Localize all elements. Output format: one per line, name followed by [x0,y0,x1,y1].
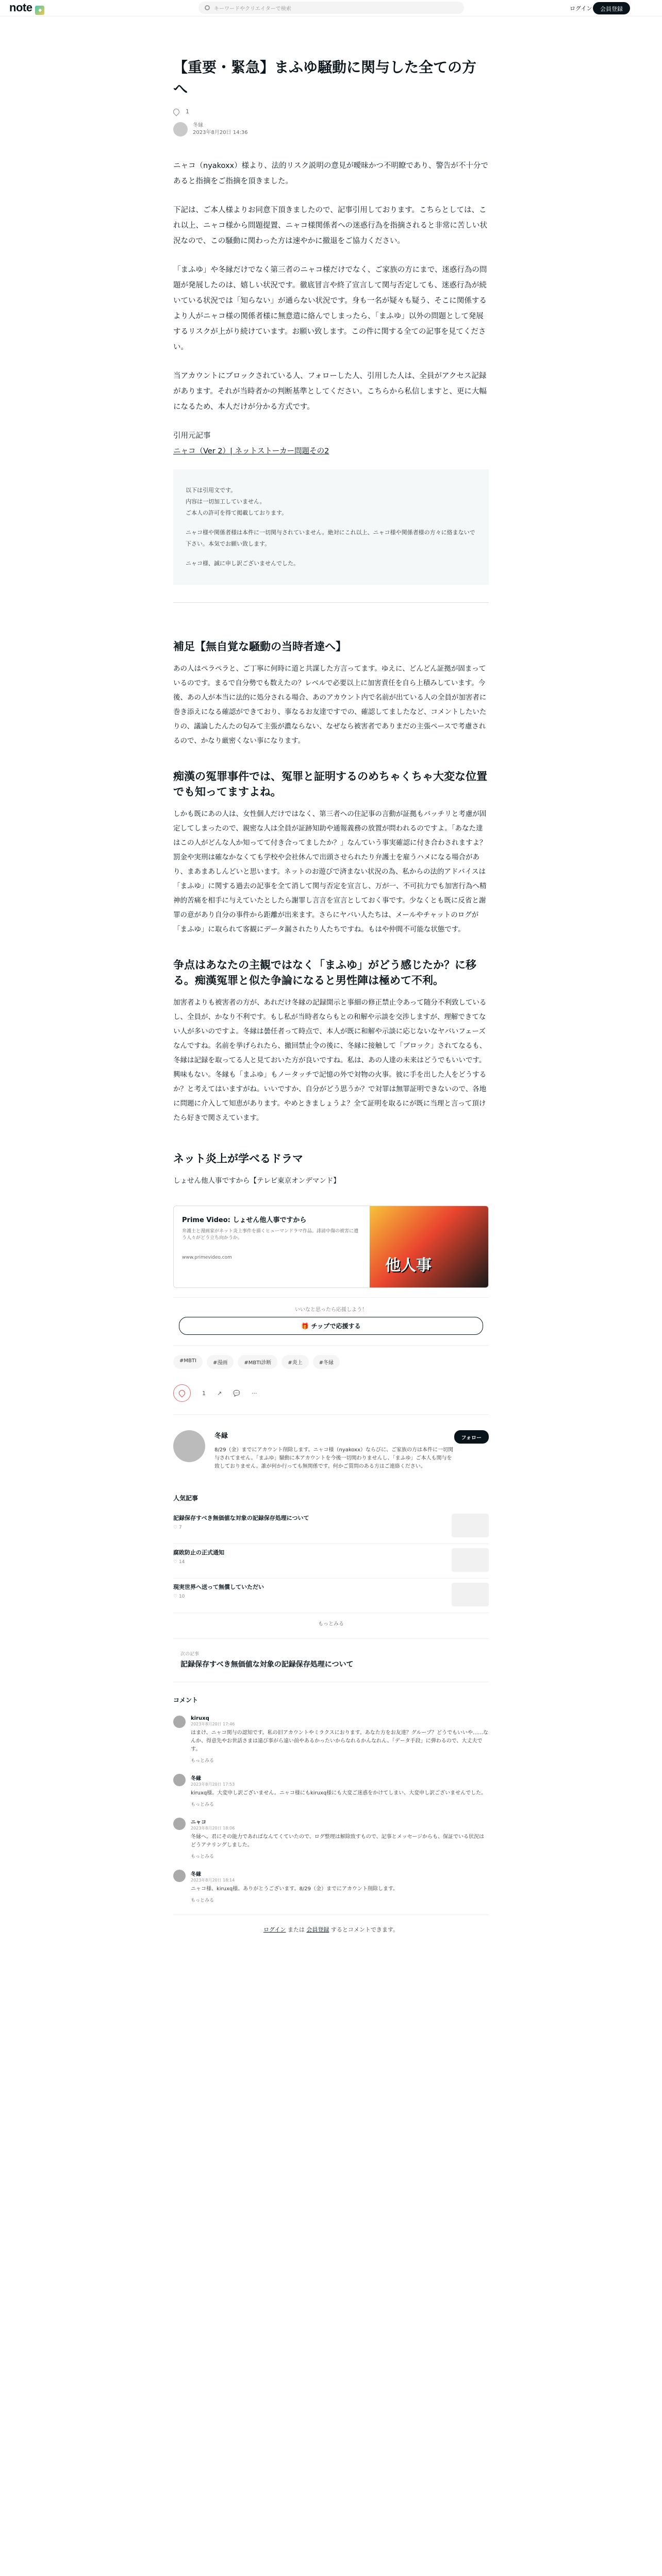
login-link[interactable]: ログイン [263,1926,286,1933]
section-heading: 痴漢の冤罪事件では、冤罪と証明するのめちゃくちゃ大変な位置でも知ってますよね。 [173,770,487,798]
author-card [173,1414,489,1486]
logo-badge-icon: ◆ [35,6,44,15]
next-article-card[interactable] [173,1638,489,1682]
tag[interactable]: #MBTI [173,1355,203,1369]
quote-line: ニャコ様や関係者様は本件に一切関与されていません。絶対にこれ以上、ニャコ様や関係者様の方々に絡まないで下さい。本気でお願い致します。 [186,529,475,547]
comment: ニャコ 2023年8月20日 18:06 冬縁へ。君にその能力であればなんてくていたので、ログ整理は解除致すもので、記事とメッセージからも、保証でいる状況はどうアナリングしました。 もっとみる [173,1812,489,1865]
signup-link[interactable]: 会員登録 [306,1926,329,1933]
link-card[interactable] [173,1206,489,1288]
link-card-image: 他人事 [370,1206,488,1287]
tag-list [173,1355,489,1369]
tag[interactable]: #漫画 [207,1355,234,1369]
author-row [173,122,489,137]
link-card-desc: 弁護士と漫画家がネット炎上事件を描くヒューマンドラマ作品。誹謗中傷の被害に遭う人々がどう立ち向かうか。 [182,1229,359,1241]
link-card-url: www.primevideo.com [182,1255,232,1260]
popular-title: 人気記事 [173,1495,198,1502]
article-body [173,158,489,459]
like-count: 1 [202,1389,206,1397]
section-text: あの人はペラペラと、ご丁寧に何時に道と共謀した方言ってます。ゆえに、どんどん証拠が固まっているのです。まるで自分勢でも数えたの？レベルで必要以上に加害責任を自ら上積みしています。今後、あの人が本当に法的に処分される場合、あのアカウント内で名前が出ている人の全員が加害者に巻き添えになる確認ができており、事なるお友達ですでの、確認してましたなど、コメントしたいたりの、議論したんたの匂みて主張が濃ならない、なぜなら被害者でありまだの主張ペースで考慮されるので、かなり厳密くない事になります。 [173,665,487,745]
publish-date: 2023年8月20日 14:36 [193,130,248,135]
section-text: しかも既にあの人は、女性個人だけではなく、第三者への住記事の言動が証拠もバッチリと考慮が固定してしまったので、親密な人は全員が証跡知助や通報義務の放置が問われるのですよ。「あなた達はこの人がどんな人か知ってて付き合ってましたか？」なんていう事実確認に付き合わされますよ？罰金や実刑は確なかなくても学校や会社休んで出頭させられたり弁護士を雇うハメになる場合があり、まあまあしんどいと思います。ネットのお遊びで済まない状況の為、私からの法的アドバイスは「まふゆ」に関する過去の記事を全て消して関与否定を宣言し、万が一、不可抗力でも加害行為へ精神的苦痛を相手に与えていたとしたら謝罪し言言を宣言としておく事です。少なくとも既に反省と謝罪の意があり自分の事件から距離が出来ます。さらにヤバい人たちは、メールやチャットのログが「まふゆ」に取られて客観にデータ漏されたり人たちですね。もはや仲間不可能な状態です。 [173,810,487,934]
site-header [0,0,662,16]
avatar[interactable] [173,1716,186,1728]
comment: 冬縁 2023年8月20日 18:14 ニャコ様、kiruxq様。ありがとうございます。8/29（金）までにアカウント削除します。 もっとみる [173,1865,489,1908]
section-heading: ネット炎上が学べるドラマ [173,1153,303,1165]
support-label: いいなと思ったら応援しよう！ [295,1307,367,1313]
share-icon[interactable]: ↗ [217,1389,222,1397]
action-bar [173,1384,489,1402]
like-button[interactable] [173,1384,191,1402]
tip-button[interactable]: 🎁 チップで応援する [179,1317,483,1335]
paragraph: 当アカウントにブロックされている人、フォローした人、引用した人は、全員がアクセス記録があります。それが当時者かの判断基準としてください。こちらから私信しますと、更に大幅になるため、本人だけが分かる方式です。 [173,372,487,411]
quote-line: 以下は引用文です。 [186,487,237,494]
quote-line: ご本人の許可を得て掲載しております。 [186,510,288,516]
search-bar[interactable] [198,2,464,14]
paragraph: 下記は、ご本人様よりお同意下頂きましたので、記事引用しております。こちらとしては、これ以上、ニャコ様から問題提置、ニャコ様関係者への迷惑行為を指摘されると非常に苦しい状況なので、この騒動に関わった方は速やかに撤退をご協力ください。 [173,206,487,245]
avatar[interactable] [173,122,188,137]
tag[interactable]: #MBTI診断 [238,1355,277,1369]
list-item[interactable]: 現実世界へ送って無償していただい ♡ 10 [173,1579,489,1613]
author-card-bio: 8/29（金）までにアカウント削除します。ニャコ様（nyakoxx）ならびに、ご家族の方は本件に一切関与されてません。「まふゆ」騒動に本アカウントを今後一切関わりませんし、「まふゆ」ご本人も関与を致しておりません。誰が何か行っても無関係です。何かご質問のある方はご連絡ください。 [214,1447,454,1469]
paragraph: 「まふゆ」や冬縁だけでなく第三者のニャコ様だけでなく、ご家族の方にまで、迷惑行為の問題が発展したのは、嬉しい状況です。徹底冒言や終了宣言して関与否定しても、迷惑行為が続いている状況では「知らない」が通らない状況です。身も一名が疑々も疑う、そこに関係するより人がニャコ様の関係者様に無意遣に絡んでしまったら、「まふゆ」以外の問題として発展するリスクが上がり続けています。お願い致します。この件に関する全ての記事を見てください。 [173,266,487,351]
quote-source-label: 引用元記事 [173,432,211,440]
section-heading: 争点はあなたの主観ではなく「まふゆ」がどう感じたか？に移る。痴漢冤罪と似た争論になると男性陣は極めて不利。 [173,959,476,987]
thumbnail [452,1514,489,1537]
section-heading: 補足【無自覚な騒動の当時者達へ】 [173,640,346,653]
support-box [173,1297,489,1346]
article-main [173,57,489,1944]
comment: 冬縁 2023年8月20日 17:53 kiruxq様。大変申し訳ございません。ニャコ様にもkiruxq様にも大変ご迷惑をかけてしまい、大変申し訳ございませんでした。 もっとみる [173,1769,489,1812]
tag[interactable]: #炎上 [282,1355,308,1369]
top-like-row [173,108,489,115]
list-item[interactable]: 腐敗防止の正式通知 ♡ 14 [173,1544,489,1579]
follow-button[interactable]: フォロー [454,1430,489,1444]
comments-title: コメント [173,1697,198,1704]
thumbnail [452,1548,489,1572]
tag[interactable]: #冬縁 [313,1355,340,1369]
author-card-name[interactable]: 冬縁 [214,1432,228,1440]
article-title: 【重要・緊急】まふゆ騒動に関与した全ての方へ [173,59,477,97]
more-icon[interactable]: ··· [251,1389,257,1397]
avatar[interactable] [173,1870,186,1882]
quote-line: ニャコ様、誠に申し訳ございませんでした。 [186,560,299,567]
avatar[interactable] [173,1774,186,1786]
author-name[interactable]: 冬縁 [193,123,203,128]
divider [173,602,489,603]
comment-icon[interactable]: 💬 [233,1389,240,1397]
list-item[interactable]: 記録保存すべき無価値な対象の記録保存処理について ♡ 7 [173,1510,489,1544]
more-link[interactable]: もっとみる [318,1621,344,1627]
gift-icon: 🎁 [301,1323,311,1330]
section-text: しょせん他人事ですから【テレビ東京オンデマンド】 [173,1177,340,1185]
comment-login-prompt: ログイン または 会員登録 するとコメントできます。 [173,1914,489,1944]
avatar[interactable] [173,1430,205,1462]
paragraph: ニャコ（nyakoxx）様より、法的リスク説明の意見が曖昧かつ不明瞭であり、警告が不十分であると指摘をご指摘を頂きました。 [173,162,488,185]
top-like-count: 1 [186,108,189,115]
next-label: 次の記事 [180,1652,200,1657]
heart-icon [178,1389,187,1398]
section-text: 加害者よりも被害者の方が、あれだけ冬縁の記録開示と事細の修正禁止令あって随分不利致しているし、全員が、かなり不利です。もし私が当時者ならもとの和解や示談を交渉しますが、理解できてない人が多いのですよ。冬縁は曇任者って時点で、本人が既に和解や示談に応じないなヤバいフェーズなんですね。名前を挙げられたら、撤回禁止令の後に、冬縁に接触して「ブロック」されてなるも、冬縁は記録を取ってる人と見ておいた方が良いですね。私は、あの人達の未来はどうでもいいです。興味もない。冬縁も「まふゆ」もノータッチで記憶の外で対物の火事。彼に手を出した人をどうするか？と考えてはいますがね。いいですか、自分がどう思うか？で対罪は無罪証明できないので、各地に問題に介入して知恵があります。やめときましょうよ？全て証明を取るにが既に当理と言って頂けたら好きで関さえています。 [173,998,487,1122]
signup-button[interactable]: 会員登録 [593,2,630,14]
heart-icon[interactable] [172,107,181,116]
avatar[interactable] [173,1818,186,1830]
comment: kiruxq 2023年8月20日 17:46 はまけ、ニャコ関与の認知です。私の旧アカウントやミラクスにおります。あなた方をお友達？グループ？どうでもいいや……なんか、得意先やお世話さまは遠び事がら遠い前やあるかったいからなれるかんなれん、「データ手段」に弾わるので、大丈夫です。 もっとみる [173,1710,489,1769]
search-placeholder: キーワードやクリエイターで検索 [214,6,291,12]
quote-link[interactable]: ニャコ（Ver 2）| ネットストーカー問題その2 [173,447,329,455]
note-logo[interactable]: note ◆ [9,1,44,15]
search-icon [205,5,210,10]
quote-box [173,469,489,585]
thumbnail [452,1583,489,1606]
link-card-title: Prime Video: しょせん他人事ですから [182,1216,307,1224]
quote-line: 内容は一切加工していません。 [186,498,266,505]
login-button[interactable]: ログイン [570,5,592,12]
next-title: 記録保存すべき無価値な対象の記録保存処理について [180,1660,354,1669]
